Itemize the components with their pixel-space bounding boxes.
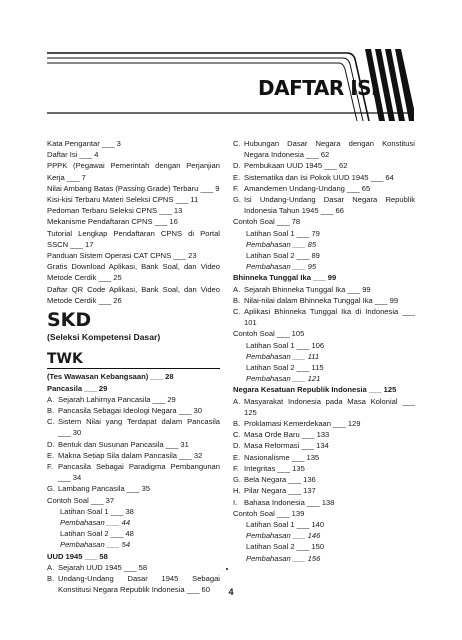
toc-subentry: [233, 172, 415, 183]
toc-entry: Mekanisme Pendaftaran CPNS ___ 16: [47, 217, 178, 227]
toc-subentry: [233, 474, 415, 485]
toc-subentry: [47, 416, 220, 438]
toc-entry: Kata Pengantar ___ 3: [47, 139, 121, 148]
toc-subentry: [47, 450, 220, 461]
toc-entry: Daftar Isi ___ 4: [47, 150, 99, 160]
toc-subentry: [233, 284, 415, 295]
toc-subentry: [233, 485, 415, 496]
toc-entry-letter: A.: [233, 396, 241, 406]
toc-entry: PPPK (Pegawai Pemerintah dengan Perjanjian Kerja ___ 7: [47, 161, 220, 182]
toc-discussion-entry: Pembahasan ___ 146: [246, 531, 321, 541]
toc-subentry: [47, 405, 220, 416]
toc-entry-letter: B.: [233, 295, 241, 305]
toc-discussion-entry: Pembahasan ___ 44: [60, 517, 131, 527]
toc-entry-letter: B.: [47, 574, 55, 583]
toc-exercise-entry: Latihan Soal 1 ___ 140: [246, 519, 325, 529]
toc-entry: Panduan Sistem Operasi CAT CPNS ___ 23: [47, 251, 197, 261]
toc-exercise-entry: Latihan Soal 2 ___ 150: [246, 542, 325, 552]
toc-entry-text: Masa Reformasi ___ 134: [244, 441, 329, 451]
toc-entry-letter: I.: [233, 497, 238, 507]
toc-entry-text: Bela Negara ___ 136: [244, 475, 316, 485]
toc-entry-text: Sistematika dan Isi Pokok UUD 1945 ___ 64: [244, 172, 394, 182]
toc-subentry: [233, 497, 415, 508]
toc-entry-text: Amandemen Undang-Undang ___ 65: [244, 183, 371, 193]
toc-entry: Contoh Soal ___ 78: [233, 217, 301, 227]
toc-entry-text: Pilar Negara ___ 137: [244, 486, 316, 496]
toc-subentry: [233, 429, 415, 440]
toc-entry-letter: F.: [233, 183, 239, 193]
toc-entry-text: Aplikasi Bhinneka Tunggal Ika di Indonesia ___ 101: [244, 307, 415, 328]
header-banner: [47, 49, 414, 127]
toc-discussion-entry: Pembahasan ___ 121: [246, 374, 321, 384]
toc-entry-letter: B.: [233, 419, 241, 429]
toc-subentry: [233, 295, 415, 306]
toc-subentry: [233, 463, 415, 474]
toc-subentry: [233, 418, 415, 429]
toc-entry-letter: H.: [233, 486, 241, 496]
column-divider-dot: [226, 568, 228, 570]
toc-entry-text: Nilai-nilai dalam Bhinneka Tunggal Ika ___ 99: [244, 295, 399, 305]
toc-entry-text: Undang-Undang Dasar 1945 Sebagai Konstitusi Negara Republik Indonesia ___ 60: [58, 574, 220, 595]
toc-entry-text: Sejarah UUD 1945 ___ 58: [58, 562, 148, 572]
toc-subentry: [47, 461, 220, 483]
toc-exercise-entry: Latihan Soal 2 ___ 115: [246, 363, 324, 373]
toc-entry-text: Pembukaan UUD 1945 ___ 62: [244, 161, 348, 171]
toc-subentry: [233, 194, 415, 216]
toc-entry-letter: E.: [233, 172, 241, 182]
toc-entry: Kisi-kisi Terbaru Materi Seleksi CPNS ___ 11: [47, 195, 199, 205]
toc-exercise-entry: Latihan Soal 1 ___ 79: [246, 228, 320, 238]
toc-chapter-heading: Bhinneka Tunggal Ika ___ 99: [233, 273, 337, 283]
toc-entry-letter: D.: [233, 441, 241, 451]
toc-entry-letter: F.: [233, 463, 239, 473]
toc-chapter-heading: (Tes Wawasan Kebangsaan) ___ 28: [47, 372, 174, 382]
toc-entry-letter: E.: [233, 452, 241, 462]
page-title: DAFTAR ISI: [258, 76, 378, 100]
toc-entry: Nilai Ambang Batas (Passing Grade) Terbaru ___ 9: [47, 183, 220, 193]
toc-entry-letter: C.: [233, 430, 241, 440]
toc-entry-letter: B.: [47, 405, 55, 415]
toc-entry-text: Nasionalisme ___ 135: [244, 452, 320, 462]
toc-entry-text: Makna Setiap Sila dalam Pancasila ___ 32: [58, 450, 203, 460]
toc-entry-text: Lambang Pancasila ___ 35: [58, 484, 151, 494]
toc-entry-letter: C.: [233, 307, 241, 317]
toc-discussion-entry: Pembahasan ___ 54: [60, 540, 131, 550]
section-title-skd: SKD: [47, 309, 92, 332]
toc-subentry: [47, 439, 220, 450]
toc-entry-text: Isi Undang-Undang Dasar Negara Republik Indonesia Tahun 1945 ___ 66: [244, 195, 415, 216]
toc-discussion-entry: Pembahasan ___ 111: [246, 351, 320, 361]
toc-exercise-entry: Latihan Soal 1 ___ 38: [60, 506, 134, 516]
toc-entry-letter: F.: [47, 461, 53, 471]
toc-entry-letter: A.: [233, 284, 241, 294]
toc-entry-letter: G.: [47, 484, 56, 494]
toc-subentry: [47, 483, 220, 494]
toc-chapter-heading: UUD 1945 ___ 58: [47, 551, 108, 561]
toc-entry-text: Bahasa Indonesia ___ 138: [244, 497, 335, 507]
toc-entry-text: Sejarah Bhinneka Tunggal Ika ___ 99: [244, 284, 371, 294]
toc-exercise-entry: Latihan Soal 1 ___ 106: [246, 340, 325, 350]
toc-entry-text: Sejarah Lahirnya Pancasila ___ 29: [58, 394, 176, 404]
section-title-twk: TWK: [47, 351, 83, 368]
toc-entry: Tutorial Lengkap Pendaftaran CPNS di Portal SSCN ___ 17: [47, 228, 220, 249]
toc-entry-letter: G.: [233, 475, 242, 485]
toc-entry-text: Hubungan Dasar Negara dengan Konstitusi Negara Indonesia ___ 62: [244, 139, 415, 160]
toc-subentry: [47, 562, 220, 573]
toc-entry: Daftar QR Code Aplikasi, Bank Soal, dan Video Metode Cerdik ___ 26: [47, 284, 220, 305]
toc-entry-text: Masa Orde Baru ___ 133: [244, 430, 330, 440]
toc-exercise-entry: Latihan Soal 2 ___ 89: [246, 251, 320, 261]
toc-intro-list: [47, 138, 220, 306]
page-number: 4: [228, 587, 234, 597]
toc-entry-letter: A.: [47, 394, 55, 404]
toc-entry-text: Sistem Nilai yang Terdapat dalam Pancasila ___ 30: [58, 417, 220, 438]
toc-right-list: [233, 138, 415, 564]
toc-subentry: [233, 452, 415, 463]
toc-subentry: [233, 306, 415, 328]
toc-subentry: [233, 440, 415, 451]
toc-entry-letter: C.: [47, 417, 55, 427]
toc-entry: Contoh Soal ___ 139: [233, 508, 305, 518]
toc-entry-letter: D.: [233, 161, 241, 171]
toc-exercise-entry: Latihan Soal 2 ___ 48: [60, 529, 134, 539]
toc-entry: Gratis Download Aplikasi, Bank Soal, dan Video Metode Cerdik ___ 25: [47, 262, 220, 283]
toc-entry-text: Pancasila Sebagai Ideologi Negara ___ 30: [58, 405, 202, 415]
toc-chapter-heading: Pancasila ___ 29: [47, 383, 108, 393]
toc-subentry: [233, 138, 415, 160]
toc-entry-text: Integritas ___ 135: [244, 463, 305, 473]
toc-entry-text: Pancasila Sebagai Paradigma Pembangunan ___ 34: [58, 461, 220, 483]
toc-entry-letter: C.: [233, 139, 241, 148]
toc-entry-text: Bentuk dan Susunan Pancasila ___ 31: [58, 439, 189, 449]
toc-subentry: [47, 394, 220, 405]
toc-chapter-heading: Negara Kesatuan Republik Indonesia ___ 125: [233, 385, 397, 395]
toc-right-column: [233, 138, 415, 564]
toc-discussion-entry: Pembahasan ___ 85: [246, 239, 317, 249]
toc-entry: Pedoman Terbaru Seleksi CPNS ___ 13: [47, 206, 183, 216]
toc-entry-letter: E.: [47, 450, 55, 460]
toc-entry-text: Proklamasi Kemerdekaan ___ 129: [244, 419, 361, 429]
toc-entry-letter: A.: [47, 562, 55, 572]
twk-divider: [47, 368, 220, 369]
toc-twk-list: [47, 371, 220, 595]
toc-left-column: [47, 138, 220, 595]
toc-subentry: [233, 160, 415, 171]
toc-entry-text: Masyarakat Indonesia pada Masa Kolonial ___ 125: [244, 396, 415, 417]
toc-discussion-entry: Pembahasan ___ 95: [246, 262, 317, 272]
toc-subentry: [233, 396, 415, 418]
toc-entry: Contoh Soal ___ 37: [47, 495, 115, 505]
toc-entry: Contoh Soal ___ 105: [233, 329, 305, 339]
toc-subentry: [233, 183, 415, 194]
section-subtitle-skd: (Seleksi Kompetensi Dasar): [47, 332, 161, 343]
toc-discussion-entry: Pembahasan ___ 156: [246, 553, 321, 563]
toc-entry-letter: G.: [233, 195, 242, 205]
toc-entry-letter: D.: [47, 439, 55, 449]
